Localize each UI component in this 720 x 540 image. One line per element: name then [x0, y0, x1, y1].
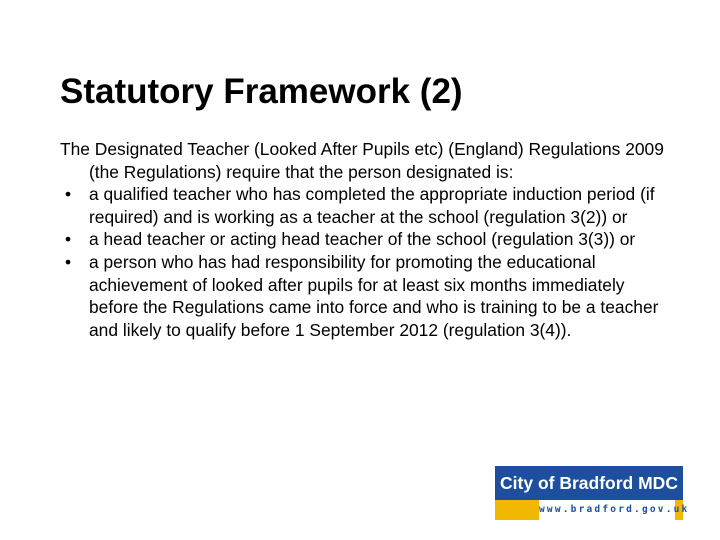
- logo-url: www.bradford.gov.uk: [539, 500, 675, 520]
- bullet-icon: •: [65, 184, 72, 205]
- slide-body: [60, 138, 670, 341]
- bullet-icon: •: [65, 229, 72, 250]
- slide-title: Statutory Framework (2): [60, 72, 463, 111]
- bullet-icon: •: [65, 251, 72, 272]
- bullet-list: [60, 183, 670, 341]
- intro-paragraph: The Designated Teacher (Looked After Pupils etc) (England) Regulations 2009 (the Regulations) require that the person designated is:: [60, 139, 664, 182]
- logo-name: City of Bradford MDC: [495, 466, 683, 500]
- list-item: [60, 228, 670, 251]
- bullet-text: a qualified teacher who has completed the appropriate induction period (if required) and is working as a teacher at the school (regulation 3(2)) or: [89, 184, 655, 227]
- list-item: [60, 183, 670, 228]
- list-item: [60, 251, 670, 341]
- bullet-text: a head teacher or acting head teacher of the school (regulation 3(3)) or: [89, 229, 636, 250]
- bullet-text: a person who has had responsibility for promoting the educational achievement of looked after pupils for at least six months immediately before the Regulations came into force and who is training to be a teacher and likely to qualify before 1 September 2012 (regulation 3(4)).: [89, 251, 659, 340]
- bradford-logo: [495, 466, 690, 520]
